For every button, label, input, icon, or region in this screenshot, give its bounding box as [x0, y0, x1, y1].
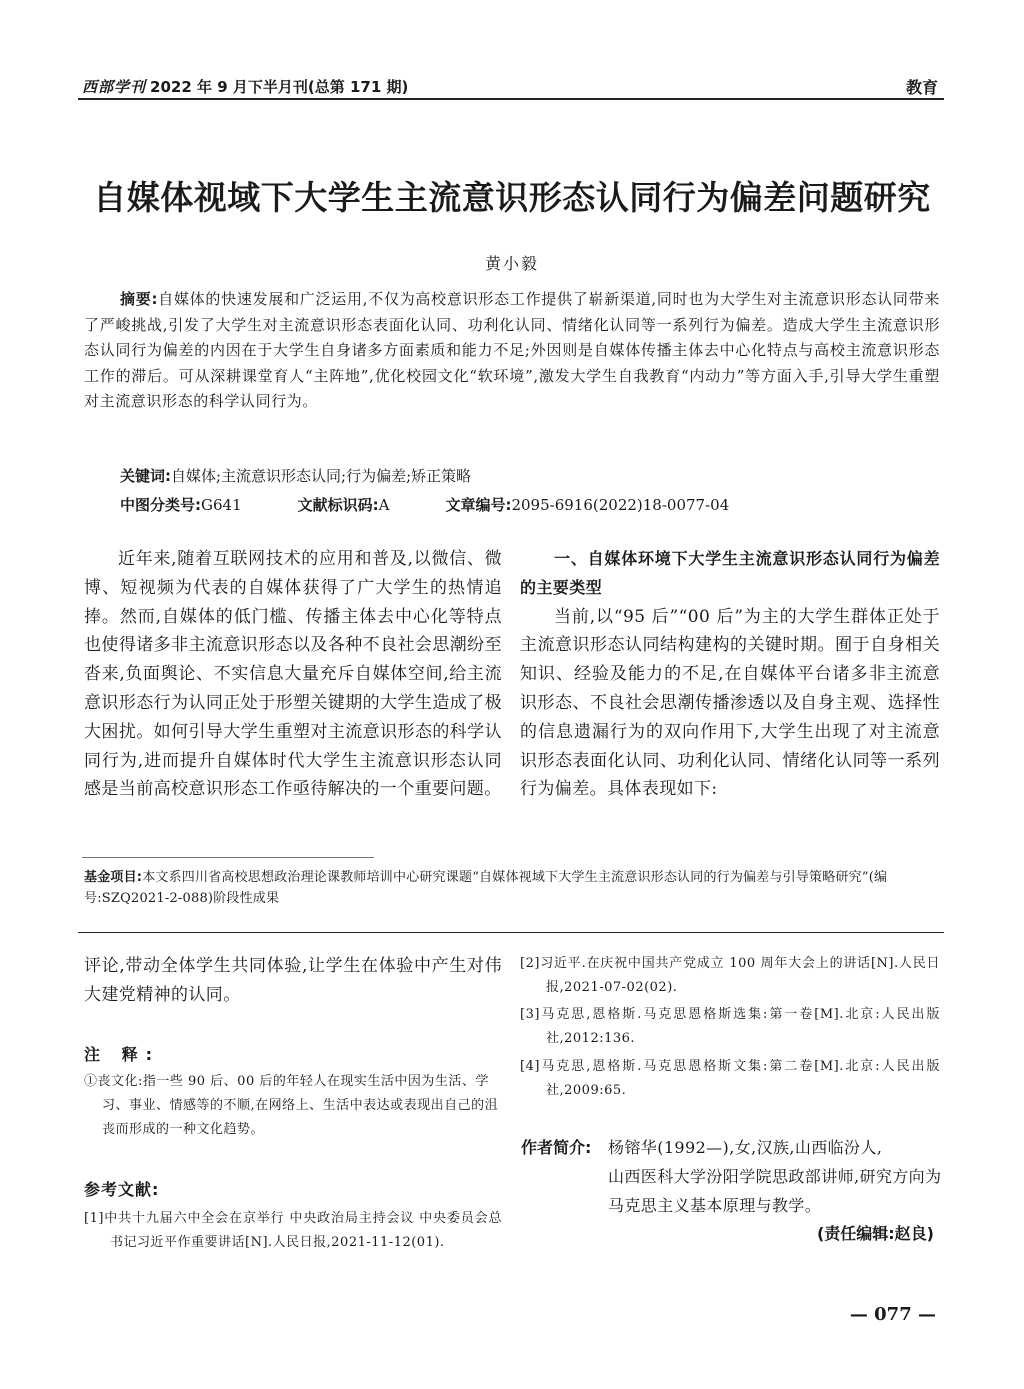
author-bio-rest: 山西医科大学汾阳学院思政部讲师,研究方向为马克思主义基本原理与教学。	[608, 1167, 942, 1215]
abstract-text: 自媒体的快速发展和广泛运用,不仅为高校意识形态工作提供了崭新渠道,同时也为大学生对主流意识形态认同带来了严峻挑战,引发了大学生对主流意识形态表面化认同、功利化认同、情绪化认同等一系列行为偏差。造成大学生主流意识形态认同行为偏差的内因在于大学生自身诸多方面素质和能力不足;外因则是自媒体传播主体去中心化特点与高校主流意识形态工作的滞后。可从深耕课堂育人“主阵地”,优化校园文化“软环境”,激发大学生自我教育“内动力”等方面入手,引导大学生重塑对主流意识形态的科学认同行为。	[84, 290, 940, 410]
article-no-value: 2095-6916(2022)18-0077-04	[511, 496, 730, 514]
reference-item: [1]中共十九届六中全会在京举行 中央政治局主持会议 中央委员会总书记习近平作重要讲话[N].人民日报,2021-11-12(01).	[84, 1211, 502, 1250]
journal-logo: 西部学刊	[82, 78, 147, 96]
continuation-paragraph: 评论,带动全体学生共同体验,让学生在体验中产生对伟大建党精神的认同。	[84, 956, 502, 1005]
abstract	[84, 287, 940, 415]
issue-info: 2022 年 9 月下半月刊(总第 171 期)	[150, 78, 409, 96]
fund-text: 本文系四川省高校思想政治理论课教师培训中心研究课题“自媒体视域下大学生主流意识形态认同的行为偏差与引导策略研究”(编号:SZQ2021-2-088)阶段性成果	[84, 870, 888, 906]
author-bio	[608, 1133, 942, 1220]
page-number: — 077 —	[849, 1304, 936, 1325]
article-no-label: 文章编号:	[445, 496, 512, 514]
section-heading: 一、自媒体环境下大学生主流意识形态认同行为偏差的主要类型	[520, 549, 940, 597]
section-column	[520, 545, 940, 804]
note-item: ①丧文化:指一些 90 后、00 后的年轻人在现实生活中因为生活、学习、事业、情感等的不顺,在网络上、生活中表达或表现出自己的沮丧而形成的一种文化趋势。	[84, 1074, 499, 1137]
reference-item: [4]马克思,恩格斯.马克思恩格斯文集:第二卷[M].北京:人民出版社,2009:65.	[520, 1059, 940, 1098]
keywords-label: 关键词:	[120, 467, 171, 485]
reference-item: [3]马克思,恩格斯.马克思恩格斯选集:第一卷[M].北京:人民出版社,2012:136.	[520, 1007, 940, 1046]
author-bio-first-line: 杨镕华(1992—),女,汉族,山西临汾人,	[608, 1138, 883, 1157]
keywords	[120, 465, 471, 486]
keywords-text: 自媒体;主流意识形态认同;行为偏差;矫正策略	[171, 467, 472, 485]
reference-item: [2]习近平.在庆祝中国共产党成立 100 周年大会上的讲话[N].人民日报,2021-07-02(02).	[520, 956, 940, 995]
section-label: 教育	[905, 78, 938, 97]
section-paragraph: 当前,以“95 后”“00 后”为主的大学生群体正处于主流意识形态认同结构建构的关键时期。囿于自身相关知识、经验及能力的不足,在自媒体平台诸多非主流意识形态、不良社会思潮传播渗透以及自身主观、选择性的信息遗漏行为的双向作用下,大学生出现了对主流意识形态表面化认同、功利化认同、情绪化认同等一系列行为偏差。具体表现如下:	[520, 606, 940, 800]
article-title: 自媒体视域下大学生主流意识形态认同行为偏差问题研究	[93, 178, 931, 217]
fund-label: 基金项目:	[84, 870, 143, 885]
header-rule	[78, 98, 944, 100]
doc-code-value: A	[378, 496, 390, 514]
clc-label: 中图分类号:	[120, 496, 201, 514]
author-name: 黄小毅	[484, 254, 539, 273]
footnote-rule	[82, 857, 374, 858]
doc-code-label: 文献标识码:	[297, 496, 379, 514]
clc-value: G641	[201, 496, 242, 514]
responsible-editor: (责任编辑:赵良)	[816, 1224, 934, 1243]
fund-note	[84, 867, 940, 909]
classification-line	[120, 494, 729, 515]
page-divider	[78, 932, 944, 933]
intro-paragraph: 近年来,随着互联网技术的应用和普及,以微信、微博、短视频为代表的自媒体获得了广大学生的热情追捧。然而,自媒体的低门槛、传播主体去中心化等特点也使得诸多非主流意识形态以及各种不良社会思潮纷至沓来,负面舆论、不实信息大量充斥自媒体空间,给主流意识形态行为认同正处于形塑关键期的大学生造成了极大困扰。如何引导大学生重塑对主流意识形态的科学认同行为,进而提升自媒体时代大学生主流意识形态认同感是当前高校意识形态工作亟待解决的一个重要问题。	[84, 549, 502, 800]
references-heading: 参考文献:	[84, 1180, 160, 1199]
abstract-label: 摘要:	[120, 290, 159, 308]
running-head	[82, 76, 408, 97]
notes-heading: 注 释:	[84, 1045, 160, 1064]
author-bio-label: 作者简介:	[521, 1138, 592, 1157]
